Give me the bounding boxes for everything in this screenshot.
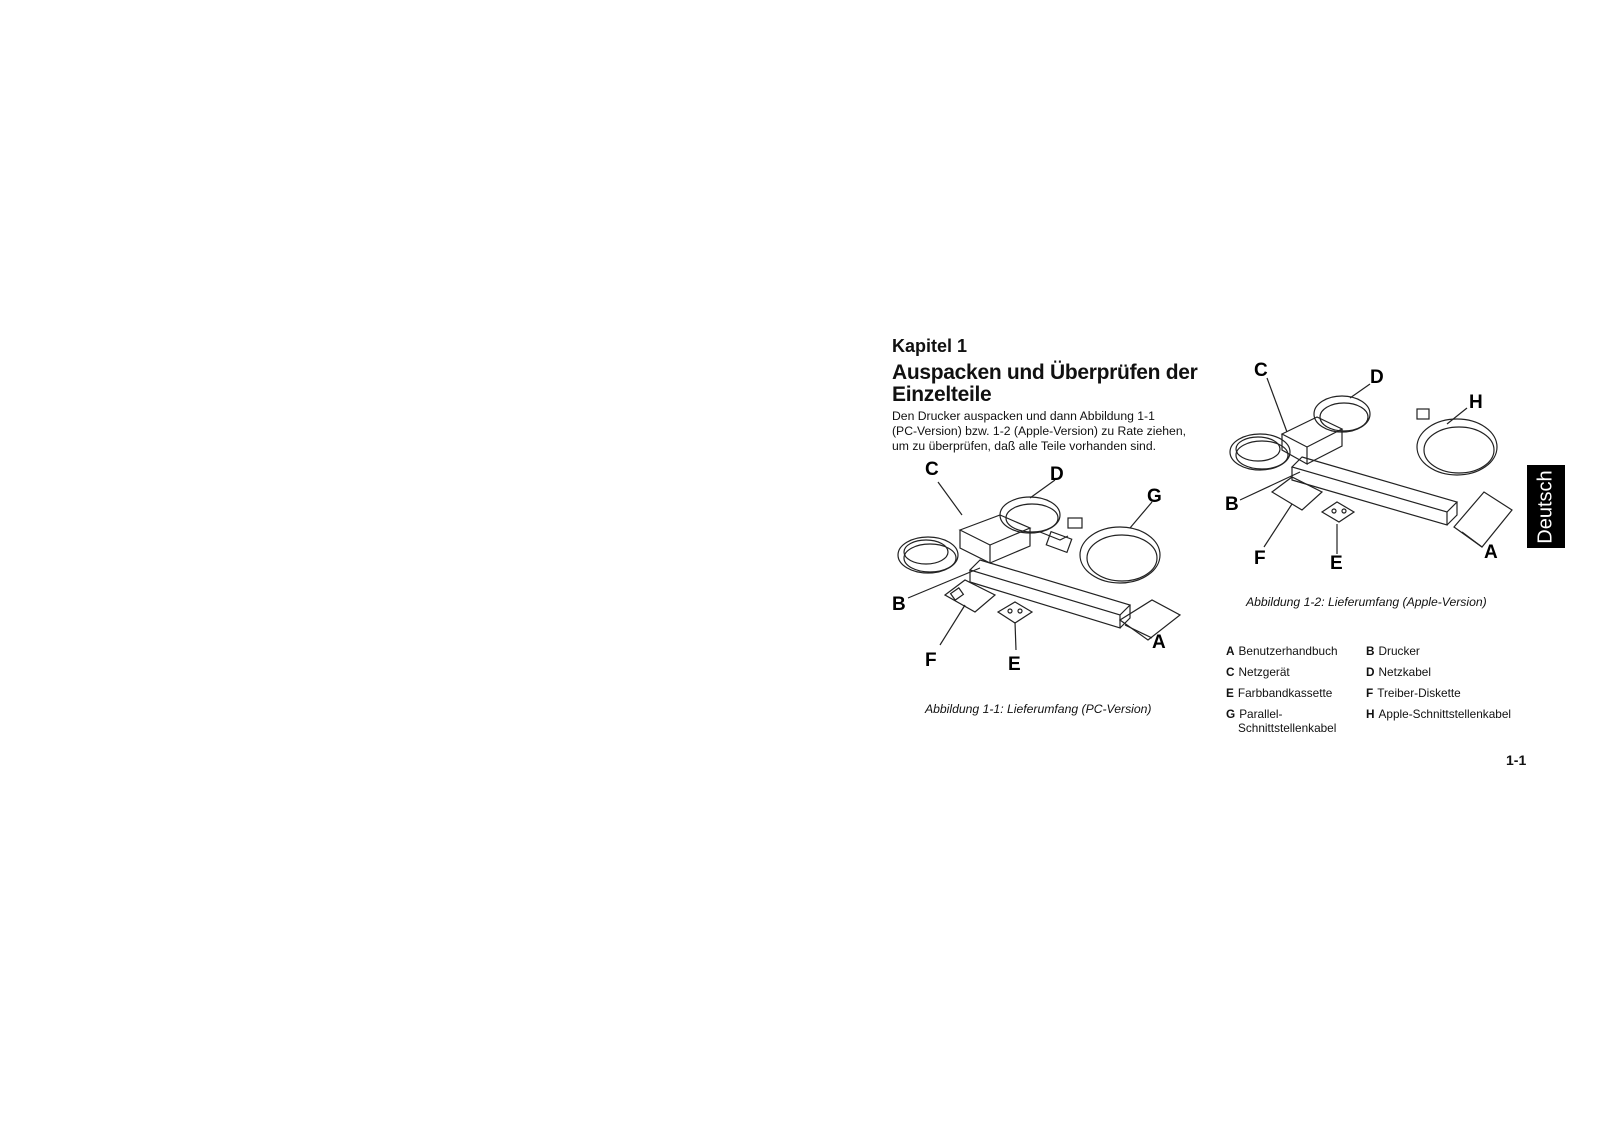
legend-item: G Parallel- Schnittstellenkabel xyxy=(1226,707,1337,735)
language-tab-label: Deutsch xyxy=(1534,469,1557,544)
parts-legend xyxy=(1226,644,1526,742)
legend-item: B Drucker xyxy=(1366,644,1420,658)
callout-b: B xyxy=(1225,494,1239,515)
callout-c: C xyxy=(925,459,939,480)
intro-line: (PC-Version) bzw. 1-2 (Apple-Version) zu Rate ziehen, xyxy=(892,424,1186,438)
callout-a: A xyxy=(1484,542,1498,563)
language-tab xyxy=(1527,465,1565,548)
intro-line: um zu überprüfen, daß alle Teile vorhanden sind. xyxy=(892,439,1156,453)
chapter-label: Kapitel 1 xyxy=(892,336,968,356)
intro-paragraph xyxy=(892,409,1192,454)
callout-c: C xyxy=(1254,360,1268,381)
title-line: Einzelteile xyxy=(892,383,992,406)
legend-row xyxy=(1226,644,1526,658)
legend-row xyxy=(1226,686,1526,700)
callout-e: E xyxy=(1008,654,1021,675)
legend-item: D Netzkabel xyxy=(1366,665,1431,679)
callout-b: B xyxy=(892,594,906,615)
legend-item: C Netzgerät xyxy=(1226,665,1290,679)
legend-item: H Apple-Schnittstellenkabel xyxy=(1366,707,1511,721)
callout-h: H xyxy=(1469,392,1483,413)
callout-d: D xyxy=(1370,367,1384,388)
callout-d: D xyxy=(1050,464,1064,485)
intro-line: Den Drucker auspacken und dann Abbildung 1-1 xyxy=(892,409,1155,423)
title-line: Auspacken und Überprüfen der xyxy=(892,361,1198,384)
callout-g: G xyxy=(1147,486,1162,507)
page-number: 1-1 xyxy=(1506,752,1527,768)
legend-row xyxy=(1226,707,1526,735)
callout-e: E xyxy=(1330,553,1343,574)
callout-f: F xyxy=(1254,548,1266,569)
callout-f: F xyxy=(925,650,937,671)
figure-1-2-caption: Abbildung 1-2: Lieferumfang (Apple-Version) xyxy=(1246,595,1487,609)
page-title xyxy=(892,362,1212,406)
figure-1-2-illustration xyxy=(1222,362,1532,590)
legend-row xyxy=(1226,665,1526,679)
callout-a: A xyxy=(1152,632,1166,653)
figure-1-1-caption: Abbildung 1-1: Lieferumfang (PC-Version) xyxy=(925,702,1152,716)
legend-item: A Benutzerhandbuch xyxy=(1226,644,1338,658)
legend-item: F Treiber-Diskette xyxy=(1366,686,1461,700)
figure-1-1-illustration xyxy=(890,459,1200,690)
legend-item: E Farbbandkassette xyxy=(1226,686,1333,700)
